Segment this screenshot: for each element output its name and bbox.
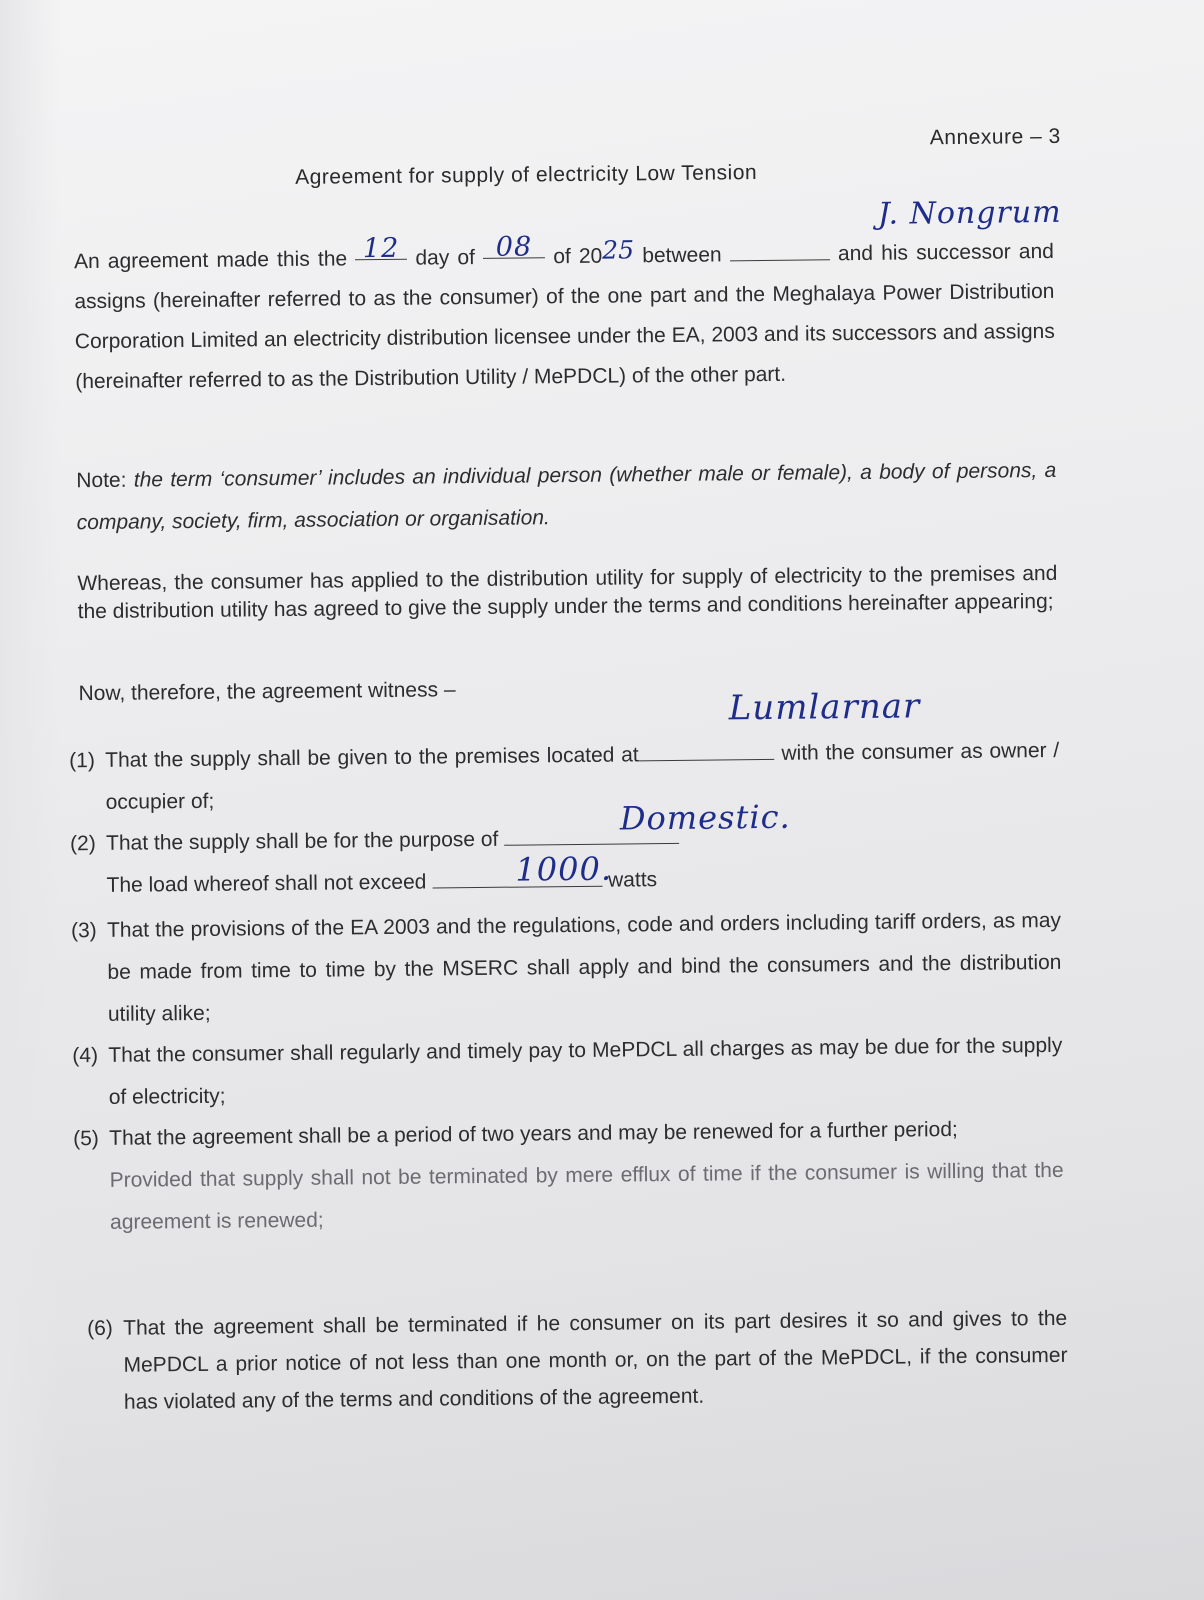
clause-number: (5) [73,1126,99,1151]
clause-number: (1) [69,749,96,773]
note-paragraph [76,450,1057,544]
clause-1-text-1: That the supply shall be given to the premises located at [105,743,639,772]
clause-6 [87,1300,1068,1421]
intro-text-2: day of [415,246,476,270]
clause-number: (2) [69,832,96,856]
handwritten-day: 12 [362,232,400,265]
clause-2-text-2: The load whereof shall not exceed [106,870,427,897]
handwritten-consumer-name: J. Nongrum [877,194,1062,232]
purpose-blank [504,821,679,846]
intro-text-4: between [642,243,722,268]
page-fold-shadow [0,0,60,1600]
clause-4-text: That the consumer shall regularly and timely pay to MePDCL all charges as may be due for the supply of electricity; [108,1033,1063,1109]
clause-1 [69,730,1060,824]
handwritten-purpose: Domestic. [619,797,791,838]
load-blank [432,864,602,889]
clause-1-text-2: with the consumer as owner / occupier of; [105,738,1060,814]
intro-text-5: and his successor and assigns (hereinafter referred to as the consumer) of the one part and the Meghalaya Power Distribution Corporation Limited an electricity distribution licensee under the EA, 2003 and its successors and assigns (hereinafter referred to as the Distribution Utility / MePDCL) of the other part. [74,239,1055,394]
day-blank [355,232,407,265]
clause-5-proviso: Provided that supply shall not be terminated by mere efflux of time if the consumer is willing that the agreement is renewed; [109,1158,1064,1234]
clause-2-text-1: That the supply shall be for the purpose of [105,827,499,855]
clause-2 [70,813,1061,907]
handwritten-year: 25 [602,235,635,265]
clause-number: (3) [70,919,97,943]
note-lead: Note: [76,468,127,493]
annexure-label: Annexure – 3 [929,124,1061,150]
whereas-paragraph: Whereas, the consumer has applied to the distribution utility for supply of electricity to the premises and the distribution utility has agreed to give the supply under the terms and conditions hereinafter appearing; [77,561,1058,624]
intro-text-3: of 20 [553,244,603,269]
location-blank [638,737,774,761]
handwritten-month: 08 [495,231,533,263]
name-blank [730,237,830,261]
note-text: the term ‘consumer’ includes an individual person (whether male or female), a body of persons, a company, society, firm, association or organisation. [76,458,1057,535]
intro-paragraph [74,230,1056,402]
clause-4 [72,1025,1063,1119]
clause-3 [71,900,1062,1036]
clause-number: (6) [87,1316,113,1341]
clause-3-text: That the provisions of the EA 2003 and the regulations, code and orders including tariff orders, as may be made from time to time by the MSERC shall apply and bind the consumers and the distribution utility alike; [106,908,1062,1026]
month-blank [483,231,545,263]
witness-line: Now, therefore, the agreement witness – [78,678,456,706]
handwritten-load: 1000. [515,849,613,889]
clause-number: (4) [72,1043,99,1068]
document-content [61,0,1088,1600]
clause-6-text: That the agreement shall be terminated if he consumer on its part desires it so and gives to the MePDCL a prior notice of not less than one month or, on the part of the MePDCL, if the consumer has violated any of the terms and conditions of the agreement. [123,1306,1068,1414]
intro-text-1: An agreement made this the [73,247,348,274]
document-title: Agreement for supply of electricity Low Tension [295,161,758,189]
handwritten-location: Lumlarnar [728,686,921,729]
clause-2-text-3: watts [607,868,658,892]
clause-5 [73,1108,1064,1244]
clause-5-text: That the agreement shall be a period of two years and may be renewed for a further period; [109,1117,958,1150]
